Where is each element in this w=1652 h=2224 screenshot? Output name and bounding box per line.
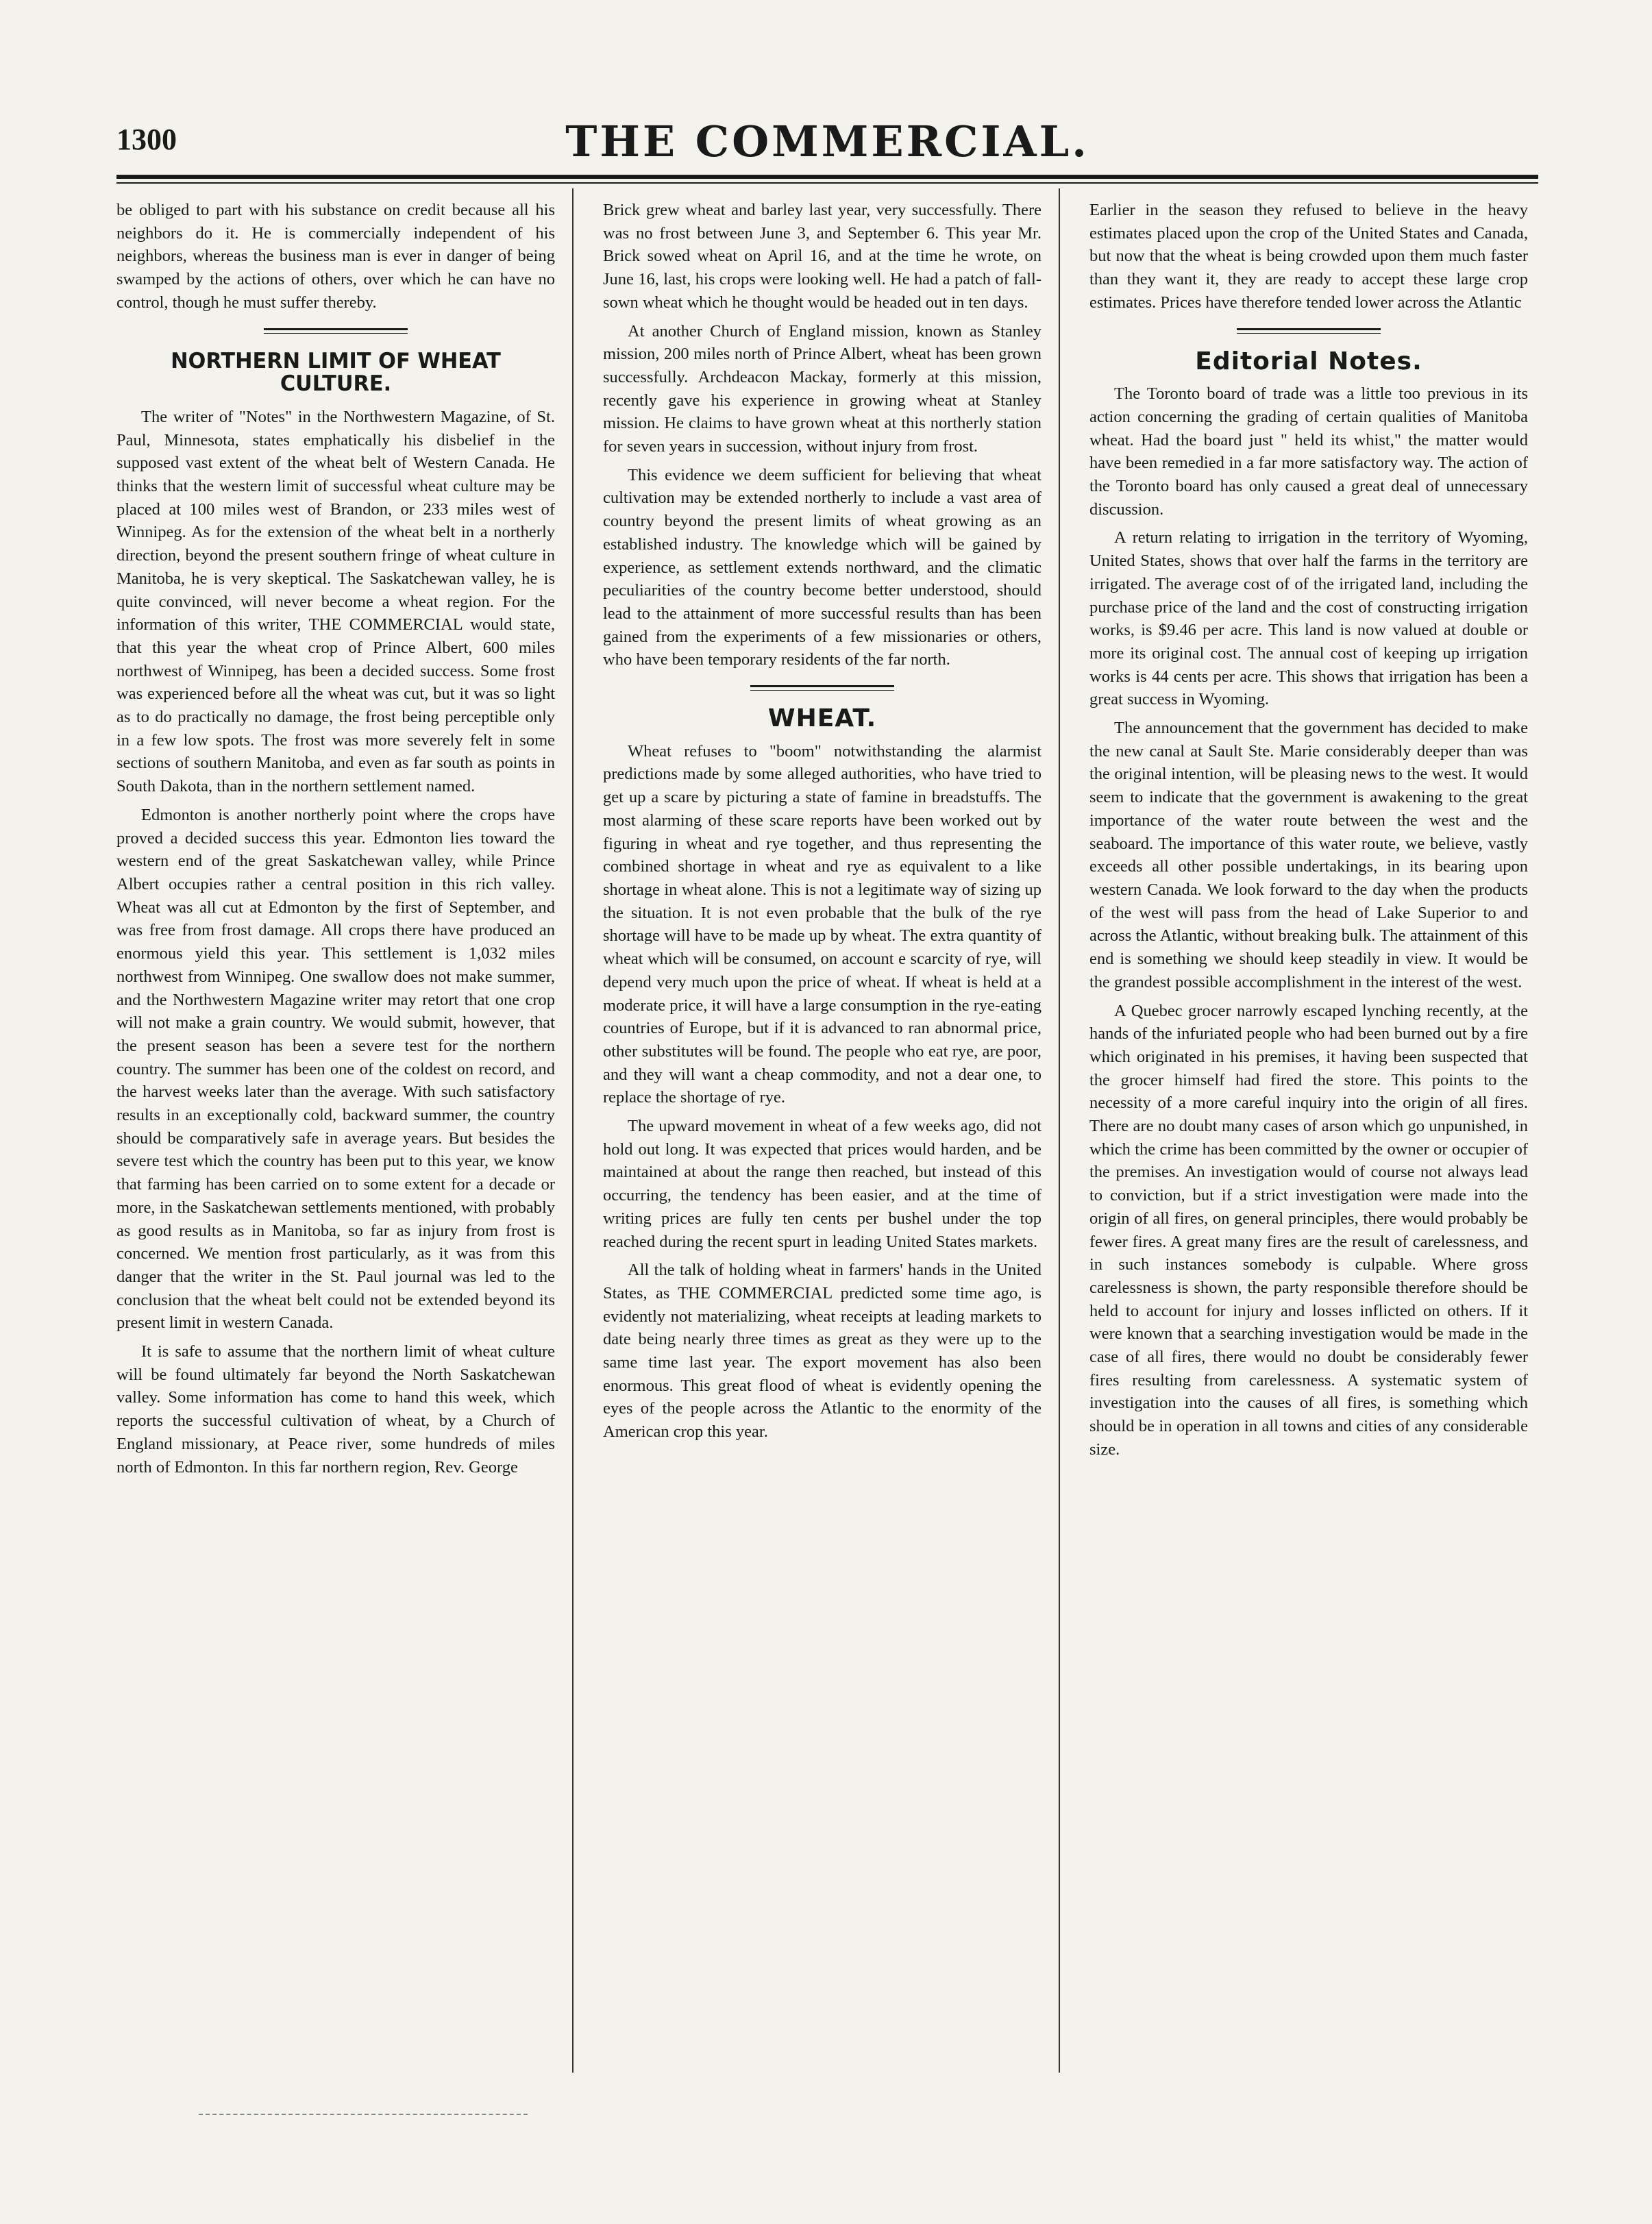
column-1 (116, 199, 555, 1484)
page-number: 1300 (116, 123, 177, 156)
article-heading-northern-limit: NORTHERN LIMIT OF WHEAT CULTURE. (171, 348, 501, 397)
column-2 (603, 199, 1041, 1449)
article-paragraph: A return relating to irrigation in the territory of Wyoming, United States, shows that over half the farms in the territory are irrigated. The average cost of of the irrigated land, including the purchase price of the land and the cost of constructing irrigation works, is $9.46 per acre. This land is now valued at double or more its original cost. The annual cost of keeping up irrigation works is 44 cents per acre. This shows that irrigation has been a great success in Wyoming. (1089, 528, 1528, 709)
newspaper-title: THE COMMERCIAL. (565, 116, 1089, 166)
article-paragraph: Wheat refuses to "boom" notwithstanding the alarmist predictions made by some alleged authorities, who have tried to get up a scare by picturing a state of famine in breadstuffs. The most alarming of these scare reports have been worked out by figuring in wheat and rye together, and thus representing the combined shortage in wheat and rye as equivalent to a like shortage in wheat alone. This is not a legitimate way of sizing up the situation. It is not even probable that the bulk of the rye shortage will have to be made up by wheat. The extra quantity of wheat which will be consumed, on account e scarcity of rye, will depend very much upon the price of wheat. If wheat is held at a moderate price, it will have a large consumption in the rye-eating countries of Europe, but if it is advanced to ran abnormal price, other substitutes will be found. The people who eat rye, are poor, and they will want a cheap commodity, and not a dear one, to replace the shortage of rye. (603, 741, 1041, 1107)
article-paragraph: The announcement that the government has decided to make the new canal at Sault Ste. Marie considerably deeper than was the original intention, will be pleasing news to the west. It would seem to indicate that the government is awakening to the great importance of the water route between the west and the seaboard. The importance of this water route, we believe, vastly exceeds all other possible undertakings, in its bearing upon western Canada. We look forward to the day when the products of the west will pass from the head of Lake Superior to and across the Atlantic, without breaking bulk. The attainment of this end is something we should keep steadily in view. It would be the grandest possible accomplishment in the interest of the west. (1089, 719, 1528, 991)
article-paragraph: Earlier in the season they refused to believe in the heavy estimates placed upon the crop of the United States and Canada, but now that the wheat is being crowded upon them much faster than they want it, they are ready to accept these large crop estimates. Prices have therefore tended lower across the Atlantic (1089, 201, 1528, 312)
article-paragraph: Edmonton is another northerly point where the crops have proved a decided success this year. Edmonton lies toward the western end of the great Saskatchewan valley, while Prince Albert occupies rather a central position in this rich valley. Wheat was all cut at Edmonton by the first of September, and was free from frost damage. All crops there have produced an enormous yield this year. This settlement is 1,032 miles northwest from Winnipeg. One swallow does not make summer, and the Northwestern Magazine writer may retort that one crop will not make a grain country. We would submit, however, that the present season has been a severe test for the northern country. The summer has been one of the coldest on record, and the harvest weeks later than the average. With such satisfactory results in an exceptionally cold, backward summer, the country should be comparatively safe in average years. But besides the severe test which the country has been put to this year, we know that farming has been carried on to some extent for a decade or more, in the Saskatchewan settlements mentioned, with probably as good results as in Manitoba, so far as injury from frost is concerned. We mention frost particularly, as it was from this danger that the writer in the St. Paul journal was led to the conclusion that the wheat belt could not be extended beyond its present limit in western Canada. (116, 805, 555, 1333)
article-paragraph: At another Church of England mission, known as Stanley mission, 200 miles north of Prince Albert, wheat has been grown successfully. Archdeacon Mackay, formerly at this mission, recently gave his experience in growing wheat at Stanley mission. He claims to have grown wheat at this northerly station for seven years in succession, without injury from frost. (603, 321, 1041, 456)
masthead (116, 116, 1538, 171)
article-heading-wheat: WHEAT. (767, 704, 877, 733)
article-continuation: be obliged to part with his substance on credit because all his neighbors do it. He is commercially independent of his neighbors, whereas the business man is ever in danger of being swamped by the actions of others, over which he can have no control, though he must suffer thereby. (116, 201, 555, 312)
article-paragraph: The writer of "Notes" in the Northwestern Magazine, of St. Paul, Minnesota, states emphatically his disbelief in the supposed vast extent of the wheat belt of Western Canada. He thinks that the western limit of successful wheat culture may be placed at 100 miles west of Brandon, or 233 miles west of Winnipeg. As for the extension of the wheat belt in a northerly direction, beyond the present southern fringe of wheat culture in Manitoba, he is very skeptical. The Saskatchewan valley, he is quite convinced, will never become a wheat region. For the information of this writer, THE COMMERCIAL would state, that this year the wheat crop of Prince Albert, 600 miles northwest of Winnipeg, has been a decided success. Some frost was experienced before all the wheat was cut, but it was so light as to do practically no damage, the frost being perceptible only in a few low spots. The frost was more severely felt in some sections of southern Manitoba, and even as far south as points in South Dakota, than in the northern settlement named. (116, 407, 555, 796)
print-artifact (199, 2114, 528, 2117)
article-paragraph: All the talk of holding wheat in farmers' hands in the United States, as THE COMMERCIAL predicted some time ago, is evidently not materializing, wheat receipts at leading markets to date being nearly three times as great as they were up to the same time last year. The export movement has also been enormous. This great flood of wheat is evidently opening the eyes of the people across the Atlantic to the enormity of the American crop this year. (603, 1261, 1041, 1442)
section-separator (264, 328, 408, 334)
article-paragraph: This evidence we deem sufficient for believing that wheat cultivation may be extended northerly to include a vast area of country beyond the present limits of wheat growing as an established industry. The knowledge which will be gained by experience, as settlement extends northward, and the climatic peculiarities of the country become better understood, should lead to the attainment of more successful results than has been gained from the experiments of a few missionaries or others, who have been temporary residents of the far north. (603, 465, 1041, 669)
article-paragraph: The upward movement in wheat of a few weeks ago, did not hold out long. It was expected that prices would harden, and be maintained at about the range then reached, but instead of this occurring, the tendency has been easier, and at the time of writing prices are fully ten cents per bushel under the top reached during the recent spurt in leading United States markets. (603, 1117, 1041, 1251)
column-3 (1089, 199, 1528, 1467)
section-separator (1237, 328, 1381, 334)
article-paragraph: A Quebec grocer narrowly escaped lynching recently, at the hands of the infuriated people who had been burned out by a fire which originated in his premises, it having been suspected that the grocer himself had fired the store. This points to the necessity of a more careful inquiry into the origin of all fires. There are no doubt many cases of arson which go unpunished, in which the crime has been committed by the owner or occupier of the premises. An investigation would of course not always lead to conviction, but if a strict investigation were made into the origin of all fires, on general principles, there would probably be fewer fires. A great many fires are the result of carelessness, and in such instances somebody is culpable. Where gross carelessness is shown, the party responsible therefore should be held to account for injury and losses inflicted on others. If it were known that a searching investigation would be made in the case of all fires, there would no doubt be considerably fewer fires resulting from carelessness. A systematic system of investigation into the causes of all fires, is something which should be in operation in all towns and cities of any considerable size. (1089, 1001, 1528, 1459)
masthead-rule (116, 175, 1538, 179)
article-heading-editorial-notes: Editorial Notes. (1195, 347, 1422, 375)
article-paragraph: Brick grew wheat and barley last year, very successfully. There was no frost between June 3, and September 6. This year Mr. Brick sowed wheat on April 16, and at the time he wrote, on June 16, last, his crops were looking well. He had a patch of fall-sown wheat which he thought would be headed out in ten days. (603, 201, 1041, 312)
masthead-rule-thin (116, 182, 1538, 184)
article-paragraph: The Toronto board of trade was a little too previous in its action concerning the grading of certain qualities of Manitoba wheat. Had the board just " held its whist," the matter would have been remedied in a far more satisfactory way. The action of the Toronto board has only caused a great deal of unnecessary discussion. (1089, 384, 1528, 519)
column-divider (572, 188, 574, 2073)
section-separator (750, 685, 894, 691)
column-divider (1059, 188, 1060, 2073)
article-paragraph: It is safe to assume that the northern limit of wheat culture will be found ultimately far beyond the North Saskatchewan valley. Some information has come to hand this week, which reports the successful cultivation of wheat, by a Church of England missionary, at Peace river, some hundreds of miles north of Edmonton. In this far northern region, Rev. George (116, 1342, 555, 1477)
